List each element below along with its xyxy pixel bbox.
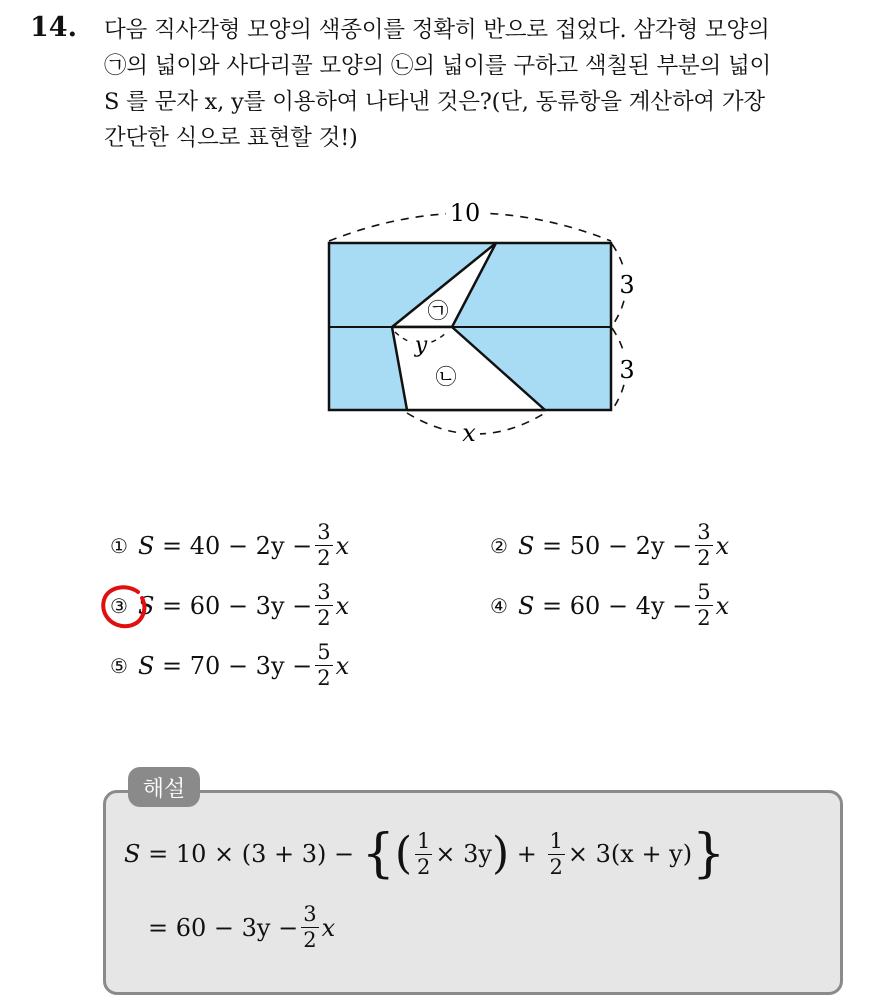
choice-expression: = 60 − 3y −	[162, 591, 313, 620]
fraction-denominator: 2	[303, 928, 317, 952]
choice-lhs: S	[137, 591, 155, 620]
choice-expression: = 60 − 4y −	[542, 591, 693, 620]
folded-paper-figure	[0, 0, 884, 470]
choice-number: ②	[490, 533, 508, 558]
question-number: 14.	[30, 12, 77, 43]
fraction-numerator: 5	[317, 640, 331, 664]
fraction-denominator: 2	[317, 546, 331, 570]
solution-fraction-2	[548, 828, 565, 879]
right-bottom-label: 3	[619, 356, 635, 384]
choice-4[interactable]	[490, 582, 729, 629]
close-paren: )	[491, 828, 510, 879]
open-paren: (	[394, 828, 413, 879]
solution-expression-c: +	[516, 840, 537, 868]
question-line: 다음 직사각형 모양의 색종이를 정확히 반으로 접었다. 삼각형 모양의	[104, 17, 770, 43]
fraction-denominator: 2	[417, 854, 431, 879]
inner-y-label: y	[414, 333, 428, 358]
choice-2[interactable]	[490, 522, 729, 569]
solution-expression-a: = 10 × (3 + 3) −	[148, 840, 355, 868]
solution-fraction-3	[301, 904, 318, 951]
solution-box	[103, 790, 843, 995]
choice-fraction	[315, 642, 332, 689]
solution-tail: x	[321, 913, 336, 942]
fraction-numerator: 5	[697, 580, 711, 604]
top-label: 10	[449, 199, 481, 227]
choice-lhs: S	[517, 531, 535, 560]
choice-tail: x	[335, 531, 350, 560]
solution-line-1	[124, 824, 726, 884]
fraction-denominator: 2	[317, 666, 331, 690]
solution-expression-2: = 60 − 3y −	[148, 913, 299, 942]
fraction-denominator: 2	[697, 546, 711, 570]
choice-number: ①	[110, 533, 128, 558]
choice-number: ④	[490, 593, 508, 618]
fraction-numerator: 1	[549, 828, 563, 853]
choice-fraction	[695, 522, 712, 569]
fraction-numerator: 3	[697, 520, 711, 544]
solution-line-2	[148, 904, 335, 951]
solution-lhs: S	[124, 840, 141, 868]
choice-number: ⑤	[110, 653, 128, 678]
choice-lhs: S	[137, 651, 155, 680]
question-line: ㉠의 넓이와 사다리꼴 모양의 ㉡의 넓이를 구하고 색칠된 부분의 넓이	[104, 53, 772, 79]
bottom-label: x	[462, 419, 476, 447]
choice-expression: = 40 − 2y −	[162, 531, 313, 560]
choice-tail: x	[335, 591, 350, 620]
choice-tail: x	[715, 591, 730, 620]
choice-fraction	[315, 522, 332, 569]
choice-5[interactable]	[110, 642, 349, 689]
choice-lhs: S	[517, 591, 535, 620]
fraction-numerator: 3	[303, 902, 317, 926]
choice-expression: = 50 − 2y −	[542, 531, 693, 560]
fraction-denominator: 2	[317, 606, 331, 630]
region-1-label: ㉠	[427, 299, 449, 323]
choice-number: ③	[110, 593, 128, 618]
region-2-label: ㉡	[435, 365, 457, 389]
choice-fraction	[695, 582, 712, 629]
close-brace: }	[692, 824, 726, 884]
right-top-label: 3	[619, 271, 635, 299]
solution-fraction-1	[415, 828, 432, 879]
selected-answer-circle	[98, 584, 155, 632]
solution-expression-b: × 3y	[435, 840, 492, 868]
fraction-numerator: 3	[317, 520, 331, 544]
fraction-numerator: 1	[417, 828, 431, 853]
choice-1[interactable]	[110, 522, 349, 569]
question-line: 간단한 식으로 표현할 것!)	[104, 125, 358, 151]
fraction-denominator: 2	[697, 606, 711, 630]
choice-fraction	[315, 582, 332, 629]
choice-tail: x	[335, 651, 350, 680]
fraction-numerator: 3	[317, 580, 331, 604]
solution-expression-d: × 3(x + y)	[567, 840, 693, 868]
solution-tab: 해설	[128, 767, 200, 807]
choice-lhs: S	[137, 531, 155, 560]
choice-tail: x	[715, 531, 730, 560]
choice-expression: = 70 − 3y −	[162, 651, 313, 680]
fraction-denominator: 2	[549, 854, 563, 879]
open-brace: {	[361, 824, 395, 884]
question-line: S 를 문자 x, y를 이용하여 나타낸 것은?(단, 동류항을 계산하여 가장	[104, 89, 765, 115]
